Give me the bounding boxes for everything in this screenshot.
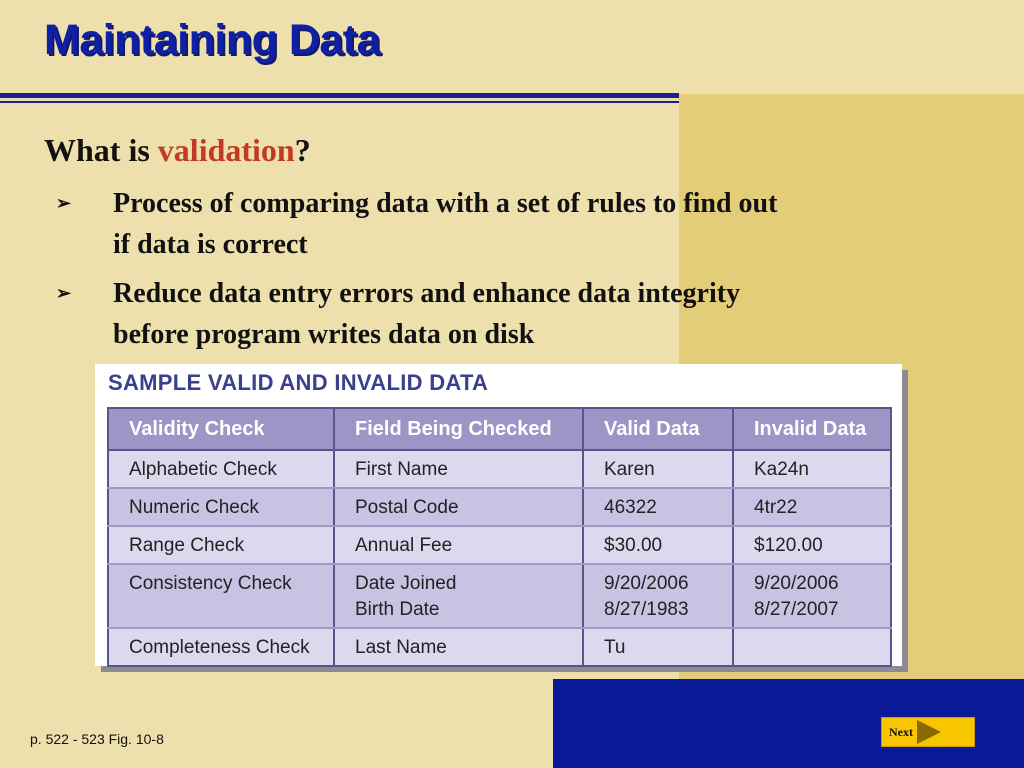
arrow-bullet-icon: ➢ bbox=[56, 283, 72, 303]
cell-text: Numeric Check bbox=[129, 497, 259, 518]
cell-text: Date Joined bbox=[355, 573, 457, 594]
cell-text: Completeness Check bbox=[129, 637, 310, 658]
column-header: Validity Check bbox=[108, 408, 334, 450]
cell-text: First Name bbox=[355, 459, 448, 480]
table-row bbox=[108, 526, 891, 564]
table-cell bbox=[108, 526, 334, 564]
table-row bbox=[108, 628, 891, 666]
figure-sample-data bbox=[95, 364, 902, 666]
table-cell bbox=[108, 450, 334, 488]
column-header: Valid Data bbox=[583, 408, 733, 450]
arrow-right-icon bbox=[917, 720, 941, 744]
cell-text: 9/20/2006 bbox=[604, 573, 689, 594]
table-row bbox=[108, 488, 891, 526]
cell-text: Last Name bbox=[355, 637, 447, 658]
cell-text: 46322 bbox=[604, 497, 657, 518]
table-cell bbox=[583, 488, 733, 526]
table-cell bbox=[583, 564, 733, 628]
table-cell bbox=[334, 564, 583, 628]
cell-text: 4tr22 bbox=[754, 497, 798, 518]
bullet-item bbox=[56, 183, 796, 265]
validation-table bbox=[107, 407, 892, 667]
figure-title: SAMPLE VALID AND INVALID DATA bbox=[108, 370, 489, 395]
table-cell bbox=[733, 526, 891, 564]
page-reference: p. 522 - 523 Fig. 10-8 bbox=[30, 731, 164, 747]
bullet-list bbox=[56, 183, 796, 363]
table-cell bbox=[334, 526, 583, 564]
table-cell bbox=[733, 488, 891, 526]
title-divider bbox=[0, 93, 679, 98]
cell-text: $120.00 bbox=[754, 535, 823, 556]
title-divider-thin bbox=[0, 101, 679, 103]
cell-text: Karen bbox=[604, 459, 655, 480]
table-cell bbox=[583, 450, 733, 488]
table-row bbox=[108, 564, 891, 628]
cell-text: $30.00 bbox=[604, 535, 663, 556]
question-text bbox=[44, 132, 311, 169]
cell-text: Consistency Check bbox=[129, 573, 292, 594]
table-cell bbox=[733, 564, 891, 628]
cell-text: Alphabetic Check bbox=[129, 459, 277, 480]
question-prefix: What is bbox=[44, 132, 158, 168]
column-header: Invalid Data bbox=[733, 408, 891, 450]
table-cell bbox=[334, 488, 583, 526]
table-cell bbox=[334, 450, 583, 488]
question-highlight: validation bbox=[157, 132, 295, 168]
bullet-text: Process of comparing data with a set of rules to find out if data is correct bbox=[113, 188, 778, 260]
question-suffix: ? bbox=[294, 132, 311, 168]
table-cell bbox=[334, 628, 583, 666]
bullet-item bbox=[56, 273, 796, 355]
cell-text: 8/27/2007 bbox=[754, 599, 839, 620]
cell-text: 9/20/2006 bbox=[754, 573, 839, 594]
table-cell bbox=[108, 628, 334, 666]
next-button[interactable] bbox=[881, 717, 975, 747]
column-header: Field Being Checked bbox=[334, 408, 583, 450]
table-cell bbox=[108, 488, 334, 526]
cell-text: Ka24n bbox=[754, 459, 809, 480]
cell-text: Range Check bbox=[129, 535, 245, 556]
table-row bbox=[108, 450, 891, 488]
bullet-text: Reduce data entry errors and enhance data integrity before program writes data on disk bbox=[113, 278, 741, 350]
table-header-row bbox=[108, 408, 891, 450]
cell-text: Tu bbox=[604, 637, 626, 658]
cell-text: Annual Fee bbox=[355, 535, 453, 556]
table-cell bbox=[733, 450, 891, 488]
table-cell bbox=[583, 526, 733, 564]
table-cell bbox=[733, 628, 891, 666]
slide-title: Maintaining Data bbox=[44, 16, 381, 64]
cell-text: Postal Code bbox=[355, 497, 459, 518]
table-cell bbox=[583, 628, 733, 666]
table-cell bbox=[108, 564, 334, 628]
next-button-label: Next bbox=[889, 725, 913, 739]
arrow-bullet-icon: ➢ bbox=[56, 193, 72, 213]
cell-text: 8/27/1983 bbox=[604, 599, 689, 620]
cell-text: Birth Date bbox=[355, 599, 440, 620]
